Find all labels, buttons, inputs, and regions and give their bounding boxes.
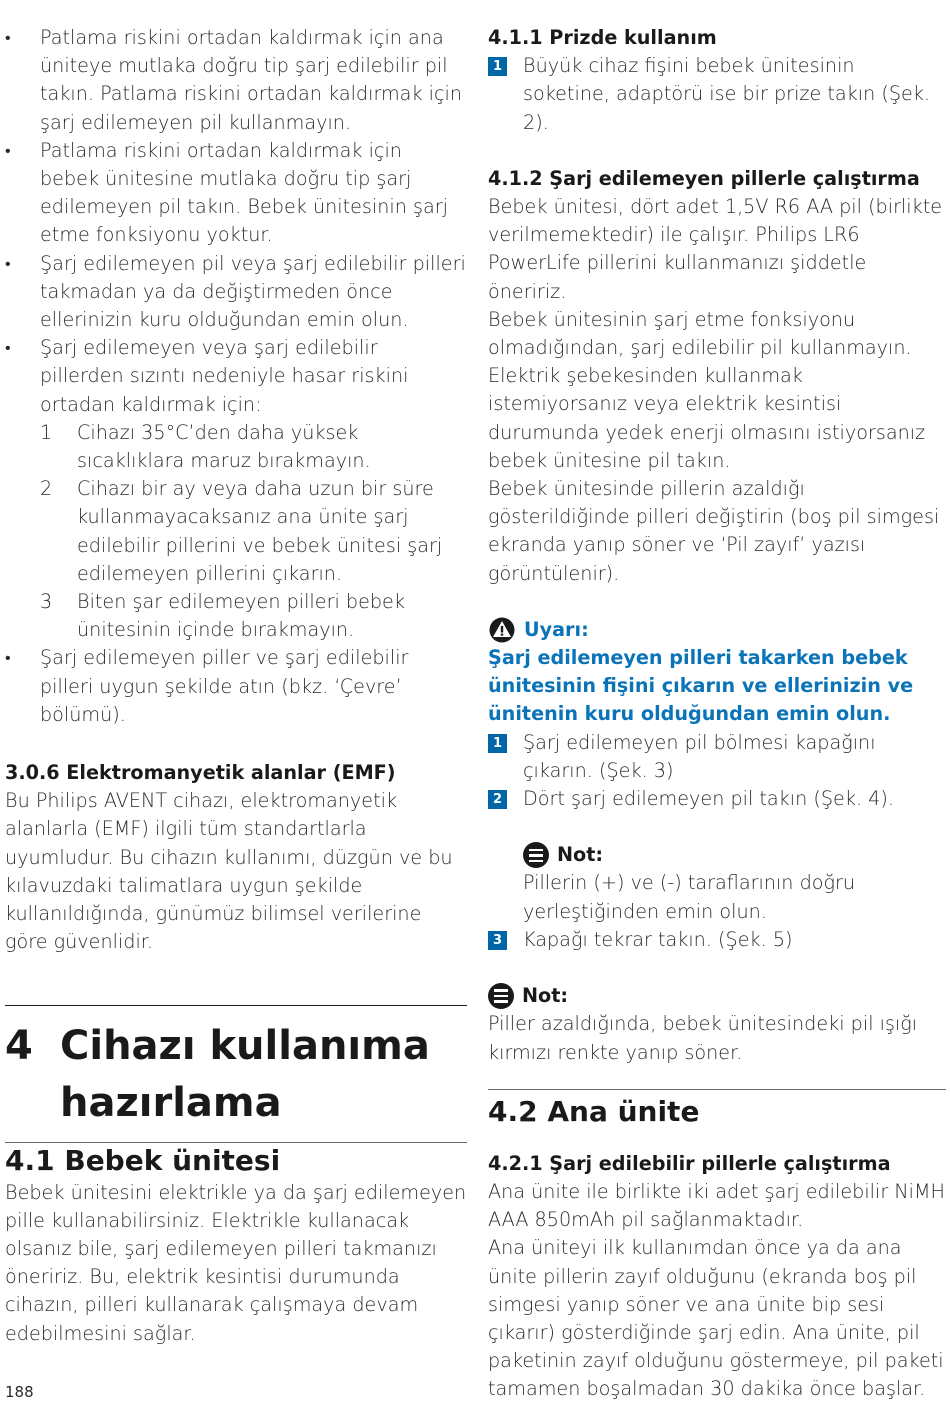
list-item: • Şarj edilemeyen piller ve şarj edilebilir pilleri uygun şekilde atın (bkz. ‘Çevre’ bölümü). <box>5 644 467 729</box>
paragraph: Elektrik şebekesinden kullanmak istemiyorsanız veya elektrik kesintisi durumunda yedek enerji olmasını istiyorsanız bebek ünitesine pil takın. <box>488 364 926 472</box>
list-item: • Şarj edilemeyen pil veya şarj edilebilir pilleri takmadan ya da değiştirmeden önce ellerinizin kuru olduğundan emin olun. <box>5 250 467 335</box>
note-text: Pillerin (+) ve (-) taraflarının doğru yerleştiğinden emin olun. <box>523 871 856 923</box>
paragraph: Ana üniteyi ilk kullanımdan önce ya da ana ünite pillerin zayıf olduğunu (ekranda boş pil simgesi yanıp söner ve ana ünite bip sesi çıkarır) gösterdiğinde şarj edin. Ana ünite, pil paketinin zayıf olduğunu göstermeye, pil paketi tamamen boşalmadan 30 dakika önce başlar. <box>488 1236 944 1401</box>
emf-paragraph: Bu Philips AVENT cihazı, elektromanyetik alanlarla (EMF) ilgili tüm standartlarla uyumludur. Bu cihazın kullanımı, düzgün ve bu kılavuzdaki talimatlara uygun şekilde kullanıldığında, günümüz bilimsel verilerine göre güvenlidir. <box>5 789 453 954</box>
note-text: Piller azaldığında, bebek ünitesindeki pil ışığı kırmızı renkte yanıp söner. <box>488 1012 918 1064</box>
subsection-heading: 4.2.1 Şarj edilebilir pillerle çalıştırma <box>488 1151 891 1175</box>
step-number-badge: 1 <box>488 57 507 76</box>
emf-heading: 3.0.6 Elektromanyetik alanlar (EMF) <box>5 761 396 785</box>
sublist-text: Cihazı 35°C’den daha yüksek sıcaklıklara maruz bırakmayın. <box>77 420 371 473</box>
step-item <box>488 729 946 785</box>
paragraph: Bebek ünitesinde pillerin azaldığı gösterildiğinde pilleri değiştirin (boş pil simgesi ekranda yanıp söner ve ‘Pil zayıf’ yazısı görüntülenir). <box>488 477 940 585</box>
sublist-number: 1 <box>40 420 53 444</box>
note-heading <box>523 841 946 869</box>
step-item <box>488 52 946 137</box>
sublist-number: 3 <box>40 590 53 614</box>
note-icon <box>488 983 514 1009</box>
step-text: Kapağı tekrar takın. (Şek. 5) <box>523 927 793 951</box>
warning-heading <box>488 616 946 644</box>
sublist-text: Cihazı bir ay veya daha uzun bir süre kullanmayacaksanız ana ünite şarj edilebilir pillerini ve bebek ünitesi şarj edilemeyen pillerini çıkarın. <box>77 477 443 585</box>
paragraph: Bebek ünitesi, dört adet 1,5V R6 AA pil (birlikte verilmemektedir) ile çalışır. Philips LR6 PowerLife pillerini kullanmanızı şiddetle öneririz. <box>488 195 943 303</box>
step-text: Büyük cihaz fişini bebek ünitesinin soketine, adaptörü ise bir prize takın (Şek. 2). <box>523 54 931 134</box>
note-heading <box>488 982 946 1010</box>
chapter-number: 4 <box>5 1022 33 1069</box>
sublist-item <box>40 588 467 644</box>
section-paragraph: Bebek ünitesini elektrikle ya da şarj edilemeyen pille kullanabilirsiniz. Elektrikle kullanacak olsanız bile, şarj edilemeyen pilleri takmanızı öneririz. Bu, elektrik kesintisi durumunda cihazın, pilleri kullanarak çalışmaya devam edebilmesini sağlar. <box>5 1180 467 1345</box>
step-number-badge: 1 <box>488 734 507 753</box>
left-column <box>5 24 467 1348</box>
step-number-badge: 3 <box>488 931 507 950</box>
section-title: 4.2 Ana ünite <box>488 1094 700 1128</box>
paragraph: Bebek ünitesinin şarj etme fonksiyonu olmadığından, şarj edilebilir pil kullanmayın. <box>488 307 912 360</box>
sublist-item <box>40 419 467 475</box>
list-item <box>5 334 467 644</box>
note-icon <box>523 842 549 868</box>
safety-bullet-list <box>5 24 467 729</box>
list-item: • Patlama riskini ortadan kaldırmak için ana üniteye mutlaka doğru tip şarj edilebilir pil takın. Patlama riskini ortadan kaldırmak için şarj edilemeyen pil kullanmayın. <box>5 24 467 137</box>
step-item <box>488 926 946 954</box>
note-title: Not: <box>557 843 604 867</box>
sublist-number: 2 <box>40 477 53 501</box>
step-text: Dört şarj edilemeyen pil takın (Şek. 4). <box>523 787 894 811</box>
leak-sublist <box>40 419 467 645</box>
note-title: Not: <box>522 984 569 1008</box>
list-item: • Patlama riskini ortadan kaldırmak için bebek ünitesine mutlaka doğru tip şarj edilemeyen pil takın. Bebek ünitesinin şarj etme fonksiyonu yoktur. <box>5 137 467 250</box>
warning-icon <box>488 617 516 643</box>
chapter-title-text: Cihazı kullanıma hazırlama <box>60 1022 430 1126</box>
subsection-heading: 4.1.2 Şarj edilemeyen pillerle çalıştırma <box>488 166 920 190</box>
page-number: 188 <box>5 1383 34 1401</box>
chapter-title <box>5 1018 467 1132</box>
list-item-text: Şarj edilemeyen veya şarj edilebilir pillerden sızıntı nedeniyle hasar riskini ortadan kaldırmak için: <box>40 336 409 416</box>
sublist-text: Biten şar edilemeyen pilleri bebek ünitesinin içinde bırakmayın. <box>77 590 405 642</box>
paragraph: Ana ünite ile birlikte iki adet şarj edilebilir NiMH AAA 850mAh pil sağlanmaktadır. <box>488 1179 945 1232</box>
step-text: Şarj edilemeyen pil bölmesi kapağını çıkarın. (Şek. 3) <box>523 730 876 782</box>
note-block <box>488 841 946 926</box>
warning-title: Uyarı: <box>524 617 589 641</box>
sublist-item <box>40 475 467 588</box>
step-item <box>488 785 946 813</box>
warning-text: Şarj edilemeyen pilleri takarken bebek ünitesinin fişini çıkarın ve ellerinizin ve ünitenin kuru olduğundan emin olun. <box>488 646 914 726</box>
section-title: 4.1 Bebek ünitesi <box>5 1143 281 1177</box>
step-number-badge: 2 <box>488 790 507 809</box>
right-column <box>488 24 946 1404</box>
subsection-heading: 4.1.1 Prizde kullanım <box>488 26 717 49</box>
